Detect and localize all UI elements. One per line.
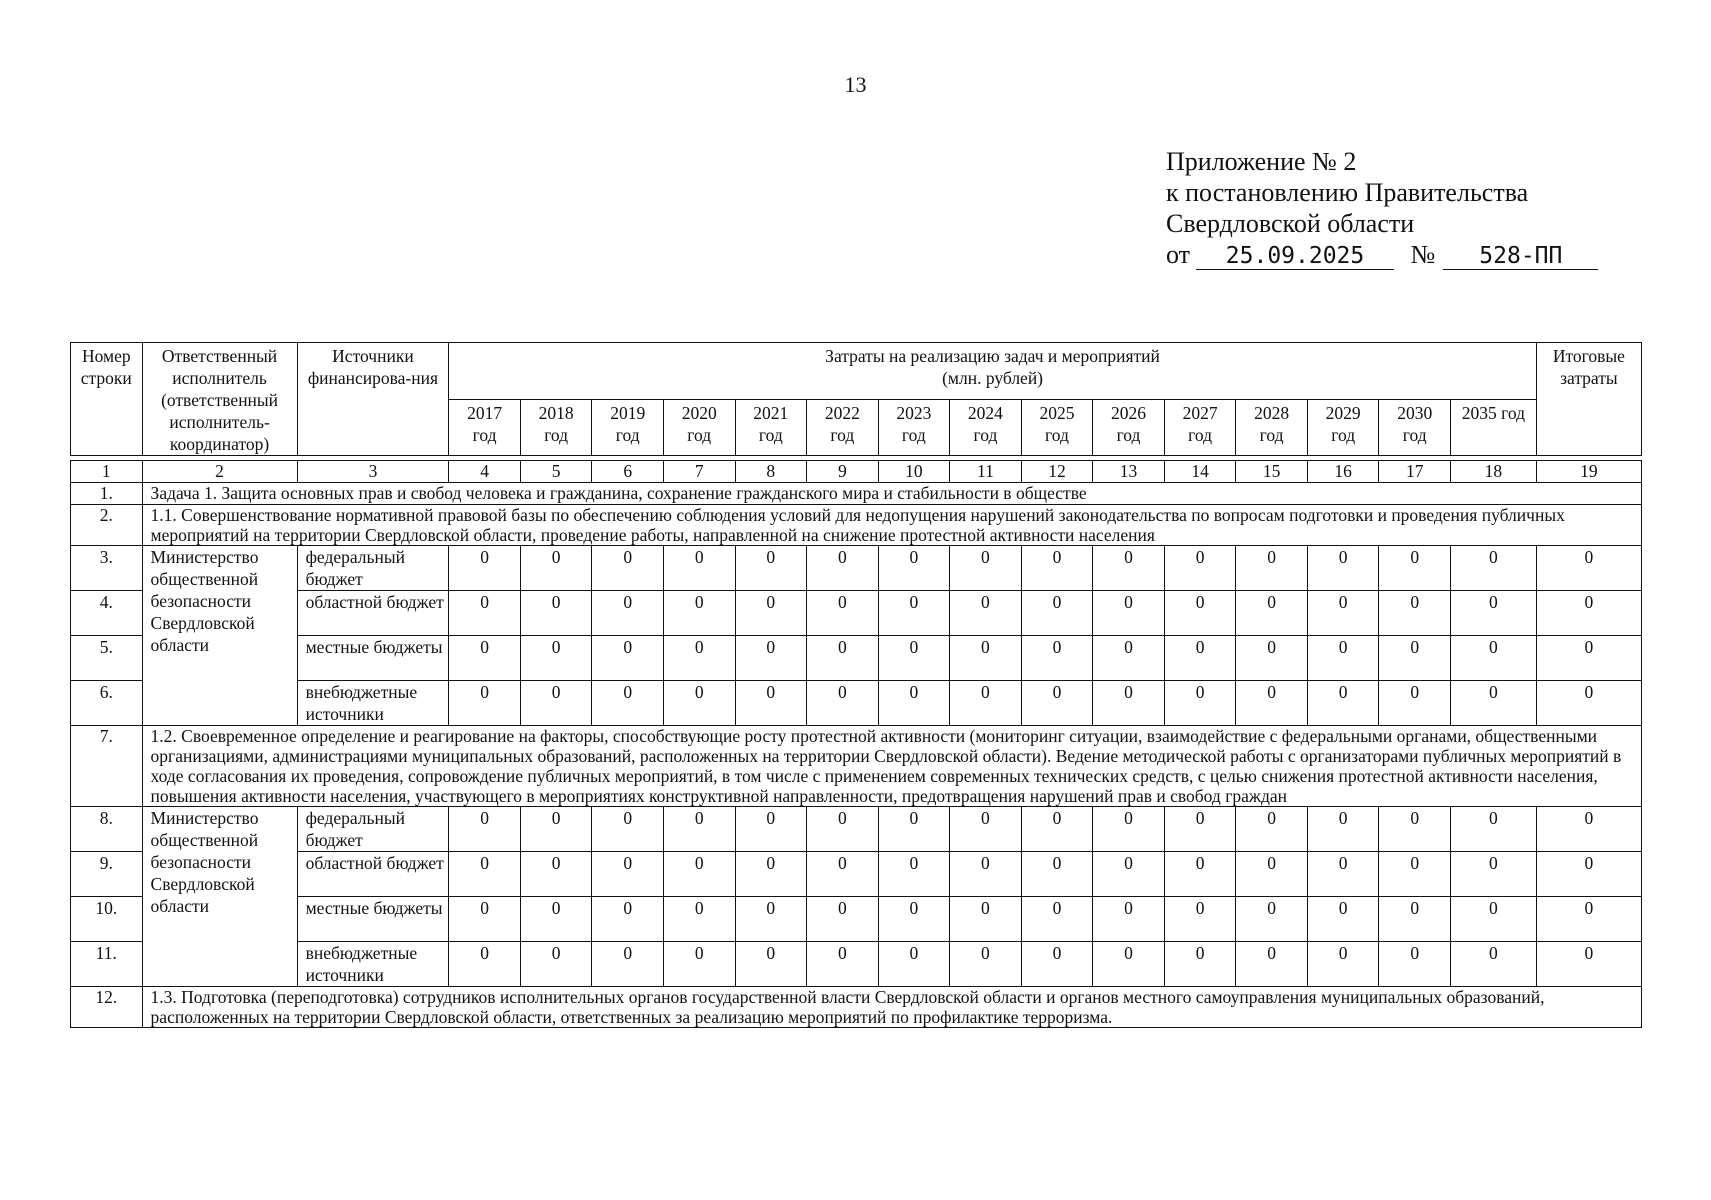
header-year: 2017 год	[449, 399, 521, 456]
cost-cell: 0	[592, 636, 664, 681]
cost-cell: 0	[807, 807, 879, 852]
column-number: 14	[1164, 461, 1236, 483]
column-number: 6	[592, 461, 664, 483]
cost-cell: 0	[663, 852, 735, 897]
cost-cell: 0	[807, 942, 879, 987]
row-number: 8.	[71, 807, 143, 852]
cost-cell: 0	[520, 636, 592, 681]
appendix-block	[1166, 146, 1598, 270]
column-number: 2	[142, 461, 297, 483]
cost-cell: 0	[1021, 942, 1093, 987]
funding-source: федеральный бюджет	[297, 546, 449, 591]
total-cell: 0	[1536, 897, 1641, 942]
column-number: 16	[1307, 461, 1379, 483]
cost-cell: 0	[735, 591, 807, 636]
header-year: 2018 год	[520, 399, 592, 456]
cost-cell: 0	[1021, 807, 1093, 852]
cost-cell: 0	[1450, 807, 1536, 852]
column-number: 3	[297, 461, 449, 483]
total-cell: 0	[1536, 636, 1641, 681]
table-body	[71, 456, 1642, 1028]
column-number: 9	[807, 461, 879, 483]
funding-source: федеральный бюджет	[297, 807, 449, 852]
table-row	[71, 807, 1642, 852]
cost-cell: 0	[1021, 591, 1093, 636]
header-year: 2022 год	[807, 399, 879, 456]
cost-cell: 0	[1236, 942, 1308, 987]
resolution-date: 25.09.2025	[1196, 243, 1394, 270]
header-sources: Источники финансирова-ния	[297, 343, 449, 456]
cost-cell: 0	[1164, 897, 1236, 942]
cost-cell: 0	[807, 897, 879, 942]
appendix-region: Свердловской области	[1166, 209, 1415, 238]
row-number: 3.	[71, 546, 143, 591]
cost-cell: 0	[950, 852, 1022, 897]
cost-cell: 0	[1307, 636, 1379, 681]
cost-cell: 0	[663, 546, 735, 591]
cost-cell: 0	[1307, 681, 1379, 726]
total-cell: 0	[1536, 942, 1641, 987]
column-number: 18	[1450, 461, 1536, 483]
cost-cell: 0	[449, 591, 521, 636]
cost-cell: 0	[1164, 636, 1236, 681]
cost-cell: 0	[1093, 681, 1165, 726]
cost-cell: 0	[592, 591, 664, 636]
cost-cell: 0	[663, 681, 735, 726]
header-year: 2020 год	[663, 399, 735, 456]
cost-cell: 0	[1450, 852, 1536, 897]
cost-cell: 0	[950, 807, 1022, 852]
cost-cell: 0	[807, 852, 879, 897]
cost-cell: 0	[520, 546, 592, 591]
cost-cell: 0	[735, 636, 807, 681]
cost-cell: 0	[1164, 591, 1236, 636]
cost-cell: 0	[878, 636, 950, 681]
cost-cell: 0	[735, 546, 807, 591]
table-row	[71, 852, 1642, 897]
cost-cell: 0	[663, 636, 735, 681]
table-row	[71, 591, 1642, 636]
cost-cell: 0	[520, 681, 592, 726]
cost-cell: 0	[878, 591, 950, 636]
header-year: 2035 год	[1450, 399, 1536, 456]
header-costs-unit: (млн. рублей)	[942, 368, 1044, 388]
cost-cell: 0	[1450, 546, 1536, 591]
row-number: 5.	[71, 636, 143, 681]
row-number: 7.	[71, 726, 143, 807]
cost-cell: 0	[950, 546, 1022, 591]
column-number: 17	[1379, 461, 1451, 483]
row-number: 12.	[71, 987, 143, 1028]
table-row	[71, 897, 1642, 942]
cost-cell: 0	[1307, 942, 1379, 987]
column-number: 15	[1236, 461, 1308, 483]
cost-cell: 0	[1379, 852, 1451, 897]
cost-cell: 0	[1379, 807, 1451, 852]
cost-cell: 0	[1093, 591, 1165, 636]
column-number: 5	[520, 461, 592, 483]
header-row-number: Номер строки	[71, 343, 143, 456]
funding-source: местные бюджеты	[297, 636, 449, 681]
cost-cell: 0	[950, 591, 1022, 636]
cost-cell: 0	[950, 636, 1022, 681]
column-number: 19	[1536, 461, 1641, 483]
funding-source: местные бюджеты	[297, 897, 449, 942]
row-number: 1.	[71, 483, 143, 505]
row-number: 11.	[71, 942, 143, 987]
cost-cell: 0	[878, 897, 950, 942]
cost-cell: 0	[807, 591, 879, 636]
task-description: 1.3. Подготовка (переподготовка) сотрудников исполнительных органов государственной власти Свердловской области и органов местного самоуправления муниципальных образований, расположенных на территории Свердловской области, ответственных за реализацию мероприятий по профилактике терроризма.	[142, 987, 1641, 1028]
cost-cell: 0	[807, 681, 879, 726]
cost-cell: 0	[1379, 636, 1451, 681]
row-number: 9.	[71, 852, 143, 897]
cost-cell: 0	[1164, 807, 1236, 852]
cost-cell: 0	[1021, 546, 1093, 591]
header-year: 2025 год	[1021, 399, 1093, 456]
cost-cell: 0	[449, 897, 521, 942]
header-total: Итоговые затраты	[1536, 343, 1641, 456]
cost-cell: 0	[449, 636, 521, 681]
cost-cell: 0	[1164, 942, 1236, 987]
cost-cell: 0	[663, 942, 735, 987]
page-number: 13	[844, 72, 867, 97]
total-cell: 0	[1536, 807, 1641, 852]
cost-cell: 0	[520, 591, 592, 636]
cost-cell: 0	[1021, 852, 1093, 897]
column-number: 7	[663, 461, 735, 483]
number-prefix: №	[1410, 240, 1436, 269]
cost-cell: 0	[1379, 942, 1451, 987]
cost-cell: 0	[1164, 852, 1236, 897]
header-year: 2030 год	[1379, 399, 1451, 456]
total-cell: 0	[1536, 681, 1641, 726]
column-number: 8	[735, 461, 807, 483]
cost-cell: 0	[807, 546, 879, 591]
column-number: 11	[950, 461, 1022, 483]
cost-cell: 0	[1379, 546, 1451, 591]
total-cell: 0	[1536, 546, 1641, 591]
row-number: 6.	[71, 681, 143, 726]
cost-cell: 0	[735, 942, 807, 987]
header-year: 2026 год	[1093, 399, 1165, 456]
cost-cell: 0	[878, 546, 950, 591]
task-description: 1.2. Своевременное определение и реагирование на факторы, способствующие росту протестной активности (мониторинг ситуации, взаимодействие с федеральными органами, общественными организациями, администрациями муниципальных образований, расположенных на территории Свердловской области). Ведение методической работы с организаторами публичных мероприятий в ходе согласования их проведения, сопровождение публичных мероприятий, в том числе с применением современных технических средств, с целью снижения протестной активности населения, повышения активности населения, участвующего в мероприятиях конструктивной направленности, предотвращения нарушений прав и свобод граждан	[142, 726, 1641, 807]
header-costs-title: Затраты на реализацию задач и мероприятий	[825, 346, 1160, 366]
cost-cell: 0	[1307, 897, 1379, 942]
task-description: Задача 1. Защита основных прав и свобод человека и гражданина, сохранение гражданского мира и стабильности в обществе	[142, 483, 1641, 505]
cost-cell: 0	[592, 852, 664, 897]
cost-cell: 0	[1307, 591, 1379, 636]
cost-cell: 0	[1236, 807, 1308, 852]
cost-cell: 0	[592, 546, 664, 591]
header-year: 2023 год	[878, 399, 950, 456]
cost-cell: 0	[1093, 897, 1165, 942]
cost-cell: 0	[1093, 636, 1165, 681]
resolution-number: 528-ПП	[1443, 243, 1598, 270]
cost-cell: 0	[592, 807, 664, 852]
table-row	[71, 546, 1642, 591]
cost-cell: 0	[878, 807, 950, 852]
funding-source: внебюджетные источники	[297, 681, 449, 726]
cost-cell: 0	[735, 897, 807, 942]
header-year: 2019 год	[592, 399, 664, 456]
header-year: 2028 год	[1236, 399, 1308, 456]
table-row	[71, 942, 1642, 987]
cost-cell: 0	[1164, 681, 1236, 726]
cost-cell: 0	[663, 591, 735, 636]
cost-cell: 0	[1093, 942, 1165, 987]
cost-cell: 0	[1164, 546, 1236, 591]
cost-cell: 0	[449, 852, 521, 897]
total-cell: 0	[1536, 852, 1641, 897]
cost-cell: 0	[592, 897, 664, 942]
header-year: 2024 год	[950, 399, 1022, 456]
cost-cell: 0	[878, 681, 950, 726]
cost-cell: 0	[449, 942, 521, 987]
date-prefix: от	[1166, 240, 1191, 269]
cost-cell: 0	[735, 681, 807, 726]
table-row	[71, 505, 1642, 546]
row-number: 4.	[71, 591, 143, 636]
cost-cell: 0	[1450, 681, 1536, 726]
cost-cell: 0	[1236, 591, 1308, 636]
financing-table	[70, 342, 1642, 1028]
cost-cell: 0	[1236, 852, 1308, 897]
cost-cell: 0	[520, 852, 592, 897]
table-row	[71, 681, 1642, 726]
cost-cell: 0	[449, 681, 521, 726]
cost-cell: 0	[1307, 852, 1379, 897]
cost-cell: 0	[1236, 546, 1308, 591]
cost-cell: 0	[1021, 897, 1093, 942]
cost-cell: 0	[1236, 681, 1308, 726]
cost-cell: 0	[520, 897, 592, 942]
cost-cell: 0	[1021, 636, 1093, 681]
executor-cell: Министерство общественной безопасности Свердловской области	[142, 546, 297, 726]
cost-cell: 0	[807, 636, 879, 681]
cost-cell: 0	[1093, 852, 1165, 897]
cost-cell: 0	[1450, 942, 1536, 987]
appendix-title: Приложение № 2	[1166, 147, 1357, 176]
total-cell: 0	[1536, 591, 1641, 636]
row-number: 10.	[71, 897, 143, 942]
task-description: 1.1. Совершенствование нормативной правовой базы по обеспечению соблюдения условий для недопущения нарушений законодательства по вопросам подготовки и проведения публичных мероприятий на территории Свердловской области, проведение работы, направленной на снижение протестной активности населения	[142, 505, 1641, 546]
cost-cell: 0	[449, 546, 521, 591]
executor-cell: Министерство общественной безопасности Свердловской области	[142, 807, 297, 987]
cost-cell: 0	[1379, 897, 1451, 942]
column-number-row	[71, 461, 1642, 483]
column-number: 10	[878, 461, 950, 483]
table-row	[71, 726, 1642, 807]
cost-cell: 0	[663, 897, 735, 942]
cost-cell: 0	[449, 807, 521, 852]
cost-cell: 0	[520, 942, 592, 987]
cost-cell: 0	[1307, 546, 1379, 591]
cost-cell: 0	[592, 942, 664, 987]
cost-cell: 0	[950, 942, 1022, 987]
cost-cell: 0	[1236, 897, 1308, 942]
cost-cell: 0	[663, 807, 735, 852]
column-number: 1	[71, 461, 143, 483]
cost-cell: 0	[1379, 681, 1451, 726]
column-number: 13	[1093, 461, 1165, 483]
table-row	[71, 987, 1642, 1028]
funding-source: областной бюджет	[297, 852, 449, 897]
cost-cell: 0	[735, 852, 807, 897]
cost-cell: 0	[1093, 807, 1165, 852]
row-number: 2.	[71, 505, 143, 546]
appendix-date-line	[1166, 239, 1598, 270]
cost-cell: 0	[1450, 636, 1536, 681]
cost-cell: 0	[878, 852, 950, 897]
header-executor: Ответственный исполнитель (ответственный исполнитель-координатор)	[142, 343, 297, 456]
header-year: 2027 год	[1164, 399, 1236, 456]
table-row	[71, 636, 1642, 681]
funding-source: внебюджетные источники	[297, 942, 449, 987]
cost-cell: 0	[950, 681, 1022, 726]
cost-cell: 0	[735, 807, 807, 852]
column-number: 12	[1021, 461, 1093, 483]
cost-cell: 0	[878, 942, 950, 987]
header-costs	[449, 343, 1536, 400]
cost-cell: 0	[520, 807, 592, 852]
table-row	[71, 483, 1642, 505]
cost-cell: 0	[1307, 807, 1379, 852]
cost-cell: 0	[1236, 636, 1308, 681]
header-year: 2029 год	[1307, 399, 1379, 456]
cost-cell: 0	[592, 681, 664, 726]
cost-cell: 0	[1450, 591, 1536, 636]
cost-cell: 0	[1021, 681, 1093, 726]
header-year: 2021 год	[735, 399, 807, 456]
funding-source: областной бюджет	[297, 591, 449, 636]
cost-cell: 0	[1379, 591, 1451, 636]
cost-cell: 0	[950, 897, 1022, 942]
cost-cell: 0	[1093, 546, 1165, 591]
cost-cell: 0	[1450, 897, 1536, 942]
column-number: 4	[449, 461, 521, 483]
appendix-subtitle: к постановлению Правительства	[1166, 178, 1529, 207]
